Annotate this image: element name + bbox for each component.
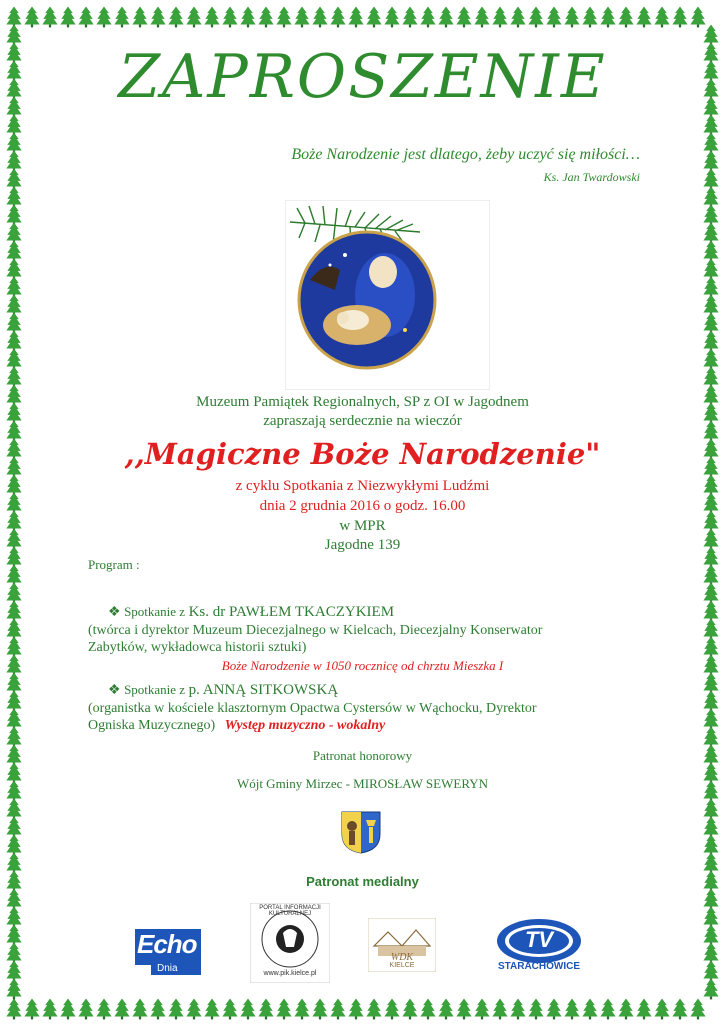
christmas-tree-icon [703,187,718,208]
honorary-label: Patronat honorowy [312,748,413,763]
christmas-tree-icon [348,6,363,27]
christmas-tree-icon [703,709,718,730]
christmas-tree-icon [366,6,381,27]
christmas-tree-icon [114,999,129,1020]
christmas-tree-icon [186,999,201,1020]
christmas-tree-icon [6,709,21,730]
christmas-tree-icon [294,999,309,1020]
christmas-tree-icon [654,999,669,1020]
christmas-tree-icon [42,6,57,27]
christmas-tree-icon [6,151,21,172]
christmas-tree-icon [672,6,687,27]
coat-of-arms-icon [340,810,382,854]
christmas-tree-icon [6,277,21,298]
christmas-tree-icon [222,6,237,27]
christmas-tree-icon [456,6,471,27]
christmas-tree-icon [654,6,669,27]
christmas-tree-icon [703,331,718,352]
christmas-tree-icon [6,637,21,658]
christmas-tree-icon [24,6,39,27]
christmas-tree-icon [6,979,21,1000]
program-item-topic: Boże Narodzenie w 1050 rocznicę od chrztu Mieszka I [221,658,504,673]
christmas-tree-icon [6,583,21,604]
christmas-tree-icon [330,6,345,27]
program-item-desc: (twórca i dyrektor Muzeum Diecezjalnego w Kielcach, Diecezjalny Konserwator [88,623,543,638]
christmas-tree-icon [6,169,21,190]
address-line: Jagodne 139 [324,537,401,553]
wdk-kielce-logo [368,918,436,972]
christmas-tree-icon [703,673,718,694]
christmas-tree-icon [6,889,21,910]
christmas-tree-icon [6,673,21,694]
christmas-tree-icon [96,999,111,1020]
christmas-tree-icon [150,6,165,27]
christmas-tree-icon [703,133,718,154]
christmas-tree-icon [636,999,651,1020]
christmas-tree-icon [6,619,21,640]
christmas-tree-icon [6,205,21,226]
christmas-tree-icon [6,115,21,136]
pik-logo [250,903,330,983]
christmas-tree-icon [582,6,597,27]
christmas-tree-icon [6,331,21,352]
christmas-tree-icon [564,6,579,27]
christmas-tree-icon [78,6,93,27]
event-title: ,,Magiczne Boże Narodzenie" [124,437,601,471]
cycle-line: z cyklu Spotkania z Niezwykłymi Ludźmi [235,478,490,494]
christmas-tree-icon [384,6,399,27]
christmas-tree-icon [703,835,718,856]
christmas-tree-icon [186,6,201,27]
program-item-desc: Zabytków, wykładowca historii sztuki) [88,640,307,655]
christmas-tree-icon [703,799,718,820]
christmas-tree-icon [330,999,345,1020]
christmas-tree-icon [6,817,21,838]
christmas-tree-icon [6,691,21,712]
christmas-tree-icon [6,835,21,856]
christmas-tree-icon [492,6,507,27]
christmas-tree-icon [618,999,633,1020]
page-title: ZAPROSZENIE [118,42,607,112]
christmas-tree-icon [703,691,718,712]
bullet-icon: ❖ [108,605,121,620]
christmas-tree-icon [60,6,75,27]
christmas-tree-icon [564,999,579,1020]
christmas-tree-icon [402,999,417,1020]
christmas-tree-icon [60,999,75,1020]
christmas-tree-icon [703,907,718,928]
christmas-tree-icon [492,999,507,1020]
christmas-tree-icon [703,727,718,748]
christmas-tree-icon [6,241,21,262]
christmas-tree-icon [474,999,489,1020]
christmas-tree-icon [78,999,93,1020]
christmas-tree-icon [402,6,417,27]
media-label: Patronat medialny [306,874,419,889]
program-item-1 [108,604,394,621]
christmas-tree-icon [703,943,718,964]
christmas-tree-icon [6,961,21,982]
christmas-tree-icon [703,637,718,658]
program-item-prefix: Spotkanie z [124,682,186,697]
program-item-name: p. ANNĄ SITKOWSKĄ [188,682,339,698]
christmas-tree-icon [168,6,183,27]
christmas-tree-icon [6,313,21,334]
christmas-tree-icon [6,6,21,27]
christmas-tree-icon [703,259,718,280]
christmas-tree-icon [703,367,718,388]
christmas-tree-icon [703,601,718,622]
christmas-tree-icon [204,999,219,1020]
date-line: dnia 2 grudnia 2016 o godz. 16.00 [259,498,466,514]
christmas-tree-icon [703,151,718,172]
place-line: w MPR [339,518,386,534]
christmas-tree-icon [672,999,687,1020]
christmas-tree-icon [6,943,21,964]
christmas-tree-icon [438,6,453,27]
christmas-tree-icon [294,6,309,27]
christmas-tree-icon [703,223,718,244]
christmas-tree-icon [222,999,237,1020]
quote-author: Ks. Jan Twardowski [543,170,640,184]
christmas-tree-icon [438,999,453,1020]
honorary-name: Wójt Gminy Mirzec - MIROSŁAW SEWERYN [236,776,489,791]
christmas-tree-icon [348,999,363,1020]
quote-text: Boże Narodzenie jest dlatego, żeby uczyć się miłości… [291,146,640,163]
christmas-tree-icon [384,999,399,1020]
echo-dnia-logo [133,925,205,977]
christmas-tree-icon [240,999,255,1020]
program-item-prefix: Spotkanie z [124,604,186,619]
christmas-tree-icon [6,187,21,208]
christmas-tree-icon [240,6,255,27]
christmas-tree-icon [703,565,718,586]
christmas-tree-icon [703,619,718,640]
christmas-tree-icon [366,999,381,1020]
christmas-tree-icon [703,205,718,226]
christmas-tree-icon [6,565,21,586]
pik-ring-text: PORTAL INFORMACJI KULTURALNEJ [259,905,321,917]
pik-url: www.pik.kielce.pl [263,970,317,977]
christmas-tree-icon [528,999,543,1020]
christmas-tree-icon [96,6,111,27]
christmas-tree-icon [456,999,471,1020]
christmas-tree-icon [312,999,327,1020]
program-item-desc: (organistka w kościele klasztornym Opactwa Cystersów w Wąchocku, Dyrektor [88,701,537,716]
christmas-tree-icon [6,799,21,820]
christmas-tree-icon [703,961,718,982]
christmas-tree-icon [24,999,39,1020]
tv-starachowice-logo [492,915,586,975]
christmas-tree-icon [420,999,435,1020]
christmas-tree-icon [636,6,651,27]
christmas-tree-icon [42,999,57,1020]
christmas-tree-icon [204,6,219,27]
christmas-tree-icon [703,979,718,1000]
christmas-tree-icon [6,925,21,946]
christmas-tree-icon [510,6,525,27]
christmas-tree-icon [6,727,21,748]
tv-name: TV [524,927,554,952]
echo-dnia-main-text: Echo [137,929,197,959]
christmas-tree-icon [6,367,21,388]
host-line: Muzeum Pamiątek Regionalnych, SP z OI w Jagodnem [196,394,529,410]
christmas-ornament-image [285,200,490,390]
christmas-tree-icon [528,6,543,27]
christmas-tree-icon [312,6,327,27]
christmas-tree-icon [703,295,718,316]
program-item-desc: Ogniska Muzycznego) [88,718,216,733]
program-label: Program : [88,557,140,572]
christmas-tree-icon [258,999,273,1020]
christmas-tree-icon [150,999,165,1020]
program-item-name: Ks. dr PAWŁEM TKACZYKIEM [188,604,395,620]
program-item-2 [108,682,338,699]
christmas-tree-icon [474,6,489,27]
christmas-tree-icon [703,925,718,946]
christmas-tree-icon [276,999,291,1020]
wdk-name: WDK [390,952,414,963]
christmas-tree-icon [258,6,273,27]
invite-line: zapraszają serdecznie na wieczór [263,413,462,429]
christmas-tree-icon [420,6,435,27]
christmas-tree-icon [168,999,183,1020]
christmas-tree-icon [582,999,597,1020]
christmas-tree-icon [703,115,718,136]
christmas-tree-icon [703,889,718,910]
christmas-tree-icon [546,6,561,27]
christmas-tree-icon [114,6,129,27]
tv-city: STARACHOWICE [497,961,581,972]
christmas-tree-icon [703,583,718,604]
christmas-tree-icon [703,817,718,838]
christmas-tree-icon [6,907,21,928]
christmas-tree-icon [132,999,147,1020]
christmas-tree-icon [703,241,718,262]
christmas-tree-icon [600,6,615,27]
christmas-tree-icon [6,295,21,316]
christmas-tree-icon [703,277,718,298]
christmas-tree-icon [690,6,705,27]
program-item-topic: Występ muzyczno - wokalny [224,718,386,733]
christmas-tree-icon [6,223,21,244]
christmas-tree-icon [510,999,525,1020]
echo-dnia-sub-text: Dnia [157,963,178,974]
christmas-tree-icon [6,601,21,622]
christmas-tree-icon [703,853,718,874]
christmas-tree-icon [546,999,561,1020]
christmas-tree-icon [6,259,21,280]
program-item-desc-line [88,718,385,734]
christmas-tree-icon [6,999,21,1020]
wdk-city: KIELCE [389,962,415,969]
christmas-tree-icon [703,349,718,370]
christmas-tree-icon [132,6,147,27]
christmas-tree-icon [6,133,21,154]
christmas-tree-icon [690,999,705,1020]
christmas-tree-icon [6,349,21,370]
christmas-tree-icon [618,6,633,27]
christmas-tree-icon [6,853,21,874]
bullet-icon: ❖ [108,683,121,698]
christmas-tree-icon [276,6,291,27]
christmas-tree-icon [703,169,718,190]
christmas-tree-icon [600,999,615,1020]
christmas-tree-icon [703,313,718,334]
